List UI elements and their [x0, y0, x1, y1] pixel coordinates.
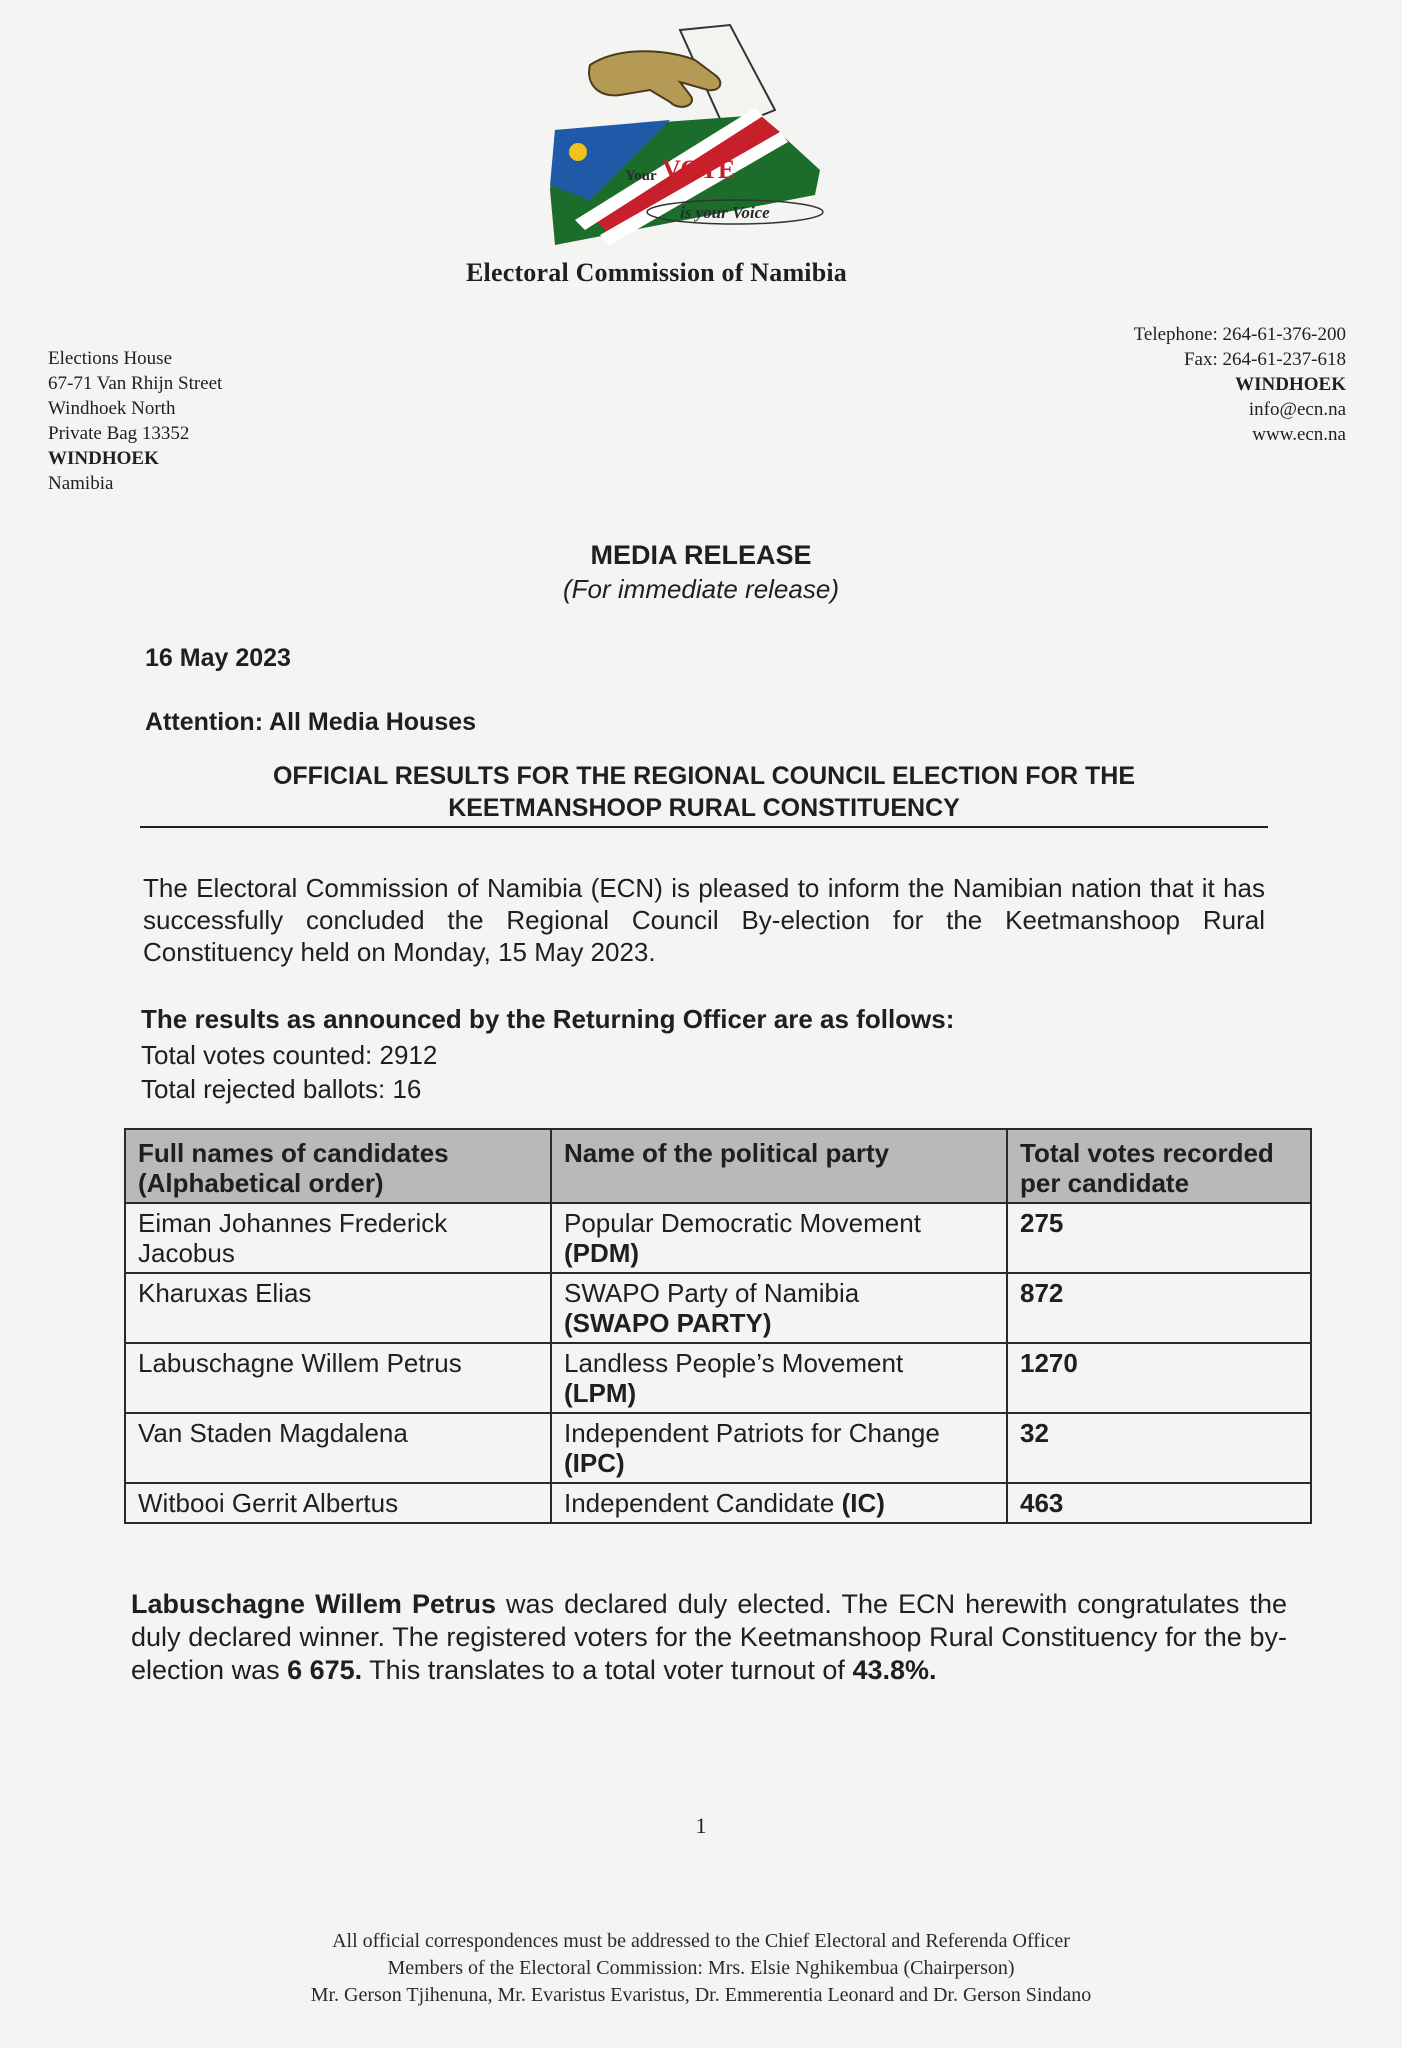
candidate-name: Labuschagne Willem Petrus	[125, 1343, 551, 1413]
party-name: Independent Patriots for Change	[564, 1418, 940, 1448]
party-name: Independent Candidate	[564, 1488, 835, 1518]
attention-line: Attention: All Media Houses	[145, 708, 477, 736]
intro-paragraph: The Electoral Commission of Namibia (ECN) is pleased to inform the Namibian nation that it has successfully concluded the Regional Council By-election for the Keetmanshoop Rural Constituency held on Monday, 15 May 2023.	[143, 873, 1265, 967]
header-votes: Total votes recorded per candidate	[1007, 1129, 1311, 1203]
telephone: Telephone: 264-61-376-200	[1133, 324, 1346, 345]
table-row	[125, 1483, 1311, 1523]
party-cell	[551, 1343, 1007, 1413]
address-line: Private Bag 13352	[48, 423, 190, 444]
address-line: Namibia	[48, 473, 114, 494]
vote-count: 1270	[1007, 1343, 1311, 1413]
commission-name: Electoral Commission of Namibia	[466, 258, 848, 287]
footer-line: Mr. Gerson Tjihenuna, Mr. Evaristus Evaristus, Dr. Emmerentia Leonard and Dr. Gerson Sindano	[310, 1984, 1092, 2006]
party-name: Popular Democratic Movement	[564, 1208, 921, 1238]
party-cell	[551, 1273, 1007, 1343]
vote-totals	[141, 1038, 437, 1106]
media-release-title: MEDIA RELEASE	[590, 540, 812, 570]
fax: Fax: 264-61-237-618	[1183, 349, 1346, 370]
contact-details	[1134, 322, 1346, 447]
logo-voice-text: is your Voice	[680, 203, 770, 222]
heading-line-1: OFFICIAL RESULTS FOR THE REGIONAL COUNCIL ELECTION FOR THE	[272, 762, 1136, 790]
vote-count: 275	[1007, 1203, 1311, 1273]
city: WINDHOEK	[1235, 374, 1346, 395]
vote-count: 32	[1007, 1413, 1311, 1483]
address-line: Windhoek North	[48, 398, 176, 419]
candidate-name: Kharuxas Elias	[125, 1273, 551, 1343]
vote-count: 872	[1007, 1273, 1311, 1343]
table-row	[125, 1203, 1311, 1273]
candidate-name: Eiman Johannes Frederick Jacobus	[125, 1203, 551, 1273]
party-abbr: (SWAPO PARTY)	[564, 1308, 772, 1338]
media-release-subtitle: (For immediate release)	[563, 574, 839, 604]
page-number: 1	[695, 1813, 707, 1838]
party-name: Landless People’s Movement	[564, 1348, 904, 1378]
address-left	[48, 346, 222, 496]
footer-line: All official correspondences must be addressed to the Chief Electoral and Referenda Officer	[332, 1930, 1070, 1952]
heading-line-2: KEETMANSHOOP RURAL CONSTITUENCY	[448, 794, 960, 822]
table-row	[125, 1343, 1311, 1413]
table-row	[125, 1273, 1311, 1343]
party-cell	[551, 1483, 1007, 1523]
vote-count: 463	[1007, 1483, 1311, 1523]
table-header-row	[125, 1129, 1311, 1203]
footer-line: Members of the Electoral Commission: Mrs. Elsie Nghikembua (Chairperson)	[387, 1957, 1015, 1979]
header-candidates: Full names of candidates (Alphabetical order)	[125, 1129, 551, 1203]
party-abbr: (LPM)	[564, 1378, 637, 1408]
voter-turnout: 43.8%.	[852, 1655, 937, 1685]
header-party: Name of the political party	[551, 1129, 1007, 1203]
party-cell	[551, 1203, 1007, 1273]
rejected-ballots: Total rejected ballots: 16	[141, 1074, 422, 1104]
logo-your-text: Your	[625, 168, 657, 184]
party-name: SWAPO Party of Namibia	[564, 1278, 860, 1308]
candidate-name: Van Staden Magdalena	[125, 1413, 551, 1483]
party-abbr: (IPC)	[564, 1448, 625, 1478]
footer	[0, 1928, 1402, 2009]
total-votes: Total votes counted: 2912	[141, 1040, 438, 1070]
email: info@ecn.na	[1248, 399, 1346, 420]
logo-vote-text: VOTE	[662, 155, 736, 184]
winner-name: Labuschagne Willem Petrus	[131, 1589, 496, 1619]
ecn-vote-logo	[530, 20, 860, 250]
results-table	[124, 1128, 1312, 1524]
address-line: 67-71 Van Rhijn Street	[48, 373, 223, 394]
results-heading	[140, 760, 1268, 828]
registered-voters: 6 675.	[287, 1655, 363, 1685]
website: www.ecn.na	[1252, 424, 1346, 445]
outcome-paragraph	[131, 1588, 1287, 1687]
address-line: Elections House	[48, 348, 173, 369]
outcome-text-1: was declared duly elected. The ECN herewith congratulates the duly declared winner. The registered voters for the Keetmanshoop Rural Constituency for the by-election was	[131, 1589, 1287, 1685]
party-cell	[551, 1413, 1007, 1483]
candidate-name: Witbooi Gerrit Albertus	[125, 1483, 551, 1523]
address-line: WINDHOEK	[48, 448, 159, 469]
table-row	[125, 1413, 1311, 1483]
outcome-text-2: This translates to a total voter turnout of	[362, 1655, 853, 1685]
results-lead: The results as announced by the Returning Officer are as follows:	[141, 1004, 955, 1034]
party-abbr: (IC)	[841, 1488, 885, 1518]
release-date: 16 May 2023	[145, 644, 291, 672]
party-abbr: (PDM)	[564, 1238, 640, 1268]
